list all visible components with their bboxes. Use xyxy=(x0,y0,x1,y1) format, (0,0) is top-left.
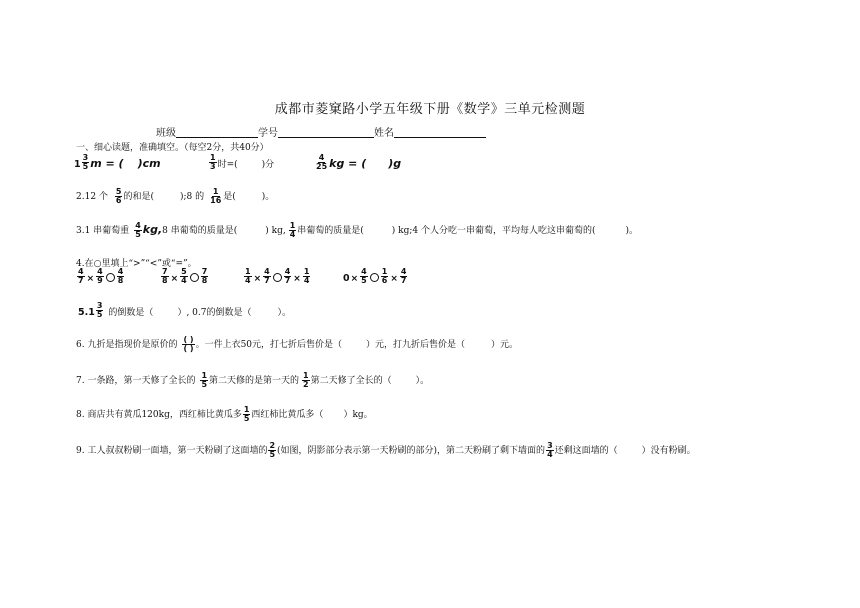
student-id-label: 学号 xyxy=(258,128,278,139)
question-5: 5.1 $\frac{3}{5}$ 的倒数是（ ）, 0.7的倒数是（ ）。 xyxy=(78,301,291,319)
fraction: $\frac{4}{5}$ xyxy=(135,221,141,239)
blank-fraction[interactable]: $\frac{( )}{( )}$ xyxy=(183,335,194,353)
fraction: $\frac{3}{5}$ xyxy=(82,153,89,171)
compare-circle[interactable] xyxy=(106,273,115,282)
compare-circle[interactable] xyxy=(273,273,282,282)
class-label: 班级 xyxy=(156,128,176,139)
question-3: 3.1 串葡萄重 $\frac{4}{5}$ kg,8 串葡萄的质量是( ) kg, $\frac{1}{4}$ 串葡萄的质量是( ) kg;4 个人分吃一串葡萄，平均每人吃这串葡萄的( )。 xyxy=(76,221,639,239)
fraction: $\frac{1}{16}$ xyxy=(210,187,222,205)
compare-circle[interactable] xyxy=(190,273,199,282)
section-heading: 一、细心读题，准确填空。（每空2分，共40分） xyxy=(76,143,269,153)
fraction: $\frac{1}{2}$ xyxy=(303,371,309,389)
compare-expression-4: 0× $\frac{4}{5}$ $\frac{1}{6}$ × $\frac{4}{7}$ xyxy=(343,267,407,285)
page-title: 成都市菱窠路小学五年级下册《数学》三单元检测题 xyxy=(274,102,586,117)
question-9: 9. 工人叔叔粉刷一面墙，第一天粉刷了这面墙的 $\frac{2}{5}$ (如图，阴影部分表示第一天粉刷的部分)，第二天粉刷了剩下墙面的 $\frac{3}{4}$ 还剩这面墙的（ ）没有粉刷。 xyxy=(76,441,696,459)
fraction: $\frac{1}{5}$ xyxy=(243,405,250,423)
fraction: $\frac{1}{3}$ xyxy=(210,153,216,171)
student-id-field[interactable] xyxy=(278,127,374,138)
fraction: $\frac{5}{6}$ xyxy=(115,187,122,205)
fraction: $\frac{1}{5}$ xyxy=(201,371,208,389)
student-info-line xyxy=(156,124,486,139)
compare-circle[interactable] xyxy=(370,273,379,282)
question-8: 8. 商店共有黄瓜120kg，西红柿比黄瓜多 $\frac{1}{5}$ 西红柿比黄瓜多（ ）kg。 xyxy=(76,405,373,423)
compare-expression-3: $\frac{1}{4}$ × $\frac{4}{7}$ $\frac{4}{7}$ × $\frac{1}{4}$ xyxy=(245,267,310,285)
question-1b: $\frac{1}{3}$ 时=( )分 xyxy=(210,153,275,171)
question-1c: $\frac{4}{25}$ kg = ( )g xyxy=(316,153,402,171)
fraction: $\frac{1}{4}$ xyxy=(289,221,296,239)
question-4-heading: 4.在○里填上“>”“<”或“=”。 xyxy=(76,259,197,269)
name-field[interactable] xyxy=(394,127,486,138)
fraction: $\frac{2}{5}$ xyxy=(269,441,276,459)
compare-expression-2: $\frac{7}{8}$ × $\frac{5}{4}$ $\frac{7}{8}$ xyxy=(162,267,208,285)
name-label: 姓名 xyxy=(374,128,394,139)
question-6: 6. 九折是指现价是原价的 $\frac{( )}{( )}$ 。一件上衣50元，打七折后售价是（ ）元，打九折后售价是（ ）元。 xyxy=(76,335,519,353)
fraction: $\frac{3}{5}$ xyxy=(96,301,103,319)
fraction: $\frac{3}{4}$ xyxy=(547,441,553,459)
fraction: $\frac{4}{25}$ xyxy=(316,153,328,171)
question-2: 2.12 个 $\frac{5}{6}$ 的和是( );8 的 $\frac{1}{16}$ 是( )。 xyxy=(76,187,275,205)
compare-expression-1: $\frac{4}{7}$ × $\frac{4}{9}$ $\frac{4}{8}$ xyxy=(78,267,124,285)
class-field[interactable] xyxy=(176,127,258,138)
question-1a: 1 $\frac{3}{5}$ m = ( )cm xyxy=(74,153,161,171)
question-7: 7. 一条路，第一天修了全长的 $\frac{1}{5}$ 第二天修的是第一天的 $\frac{1}{2}$ 第二天修了全长的（ ）。 xyxy=(76,371,430,389)
